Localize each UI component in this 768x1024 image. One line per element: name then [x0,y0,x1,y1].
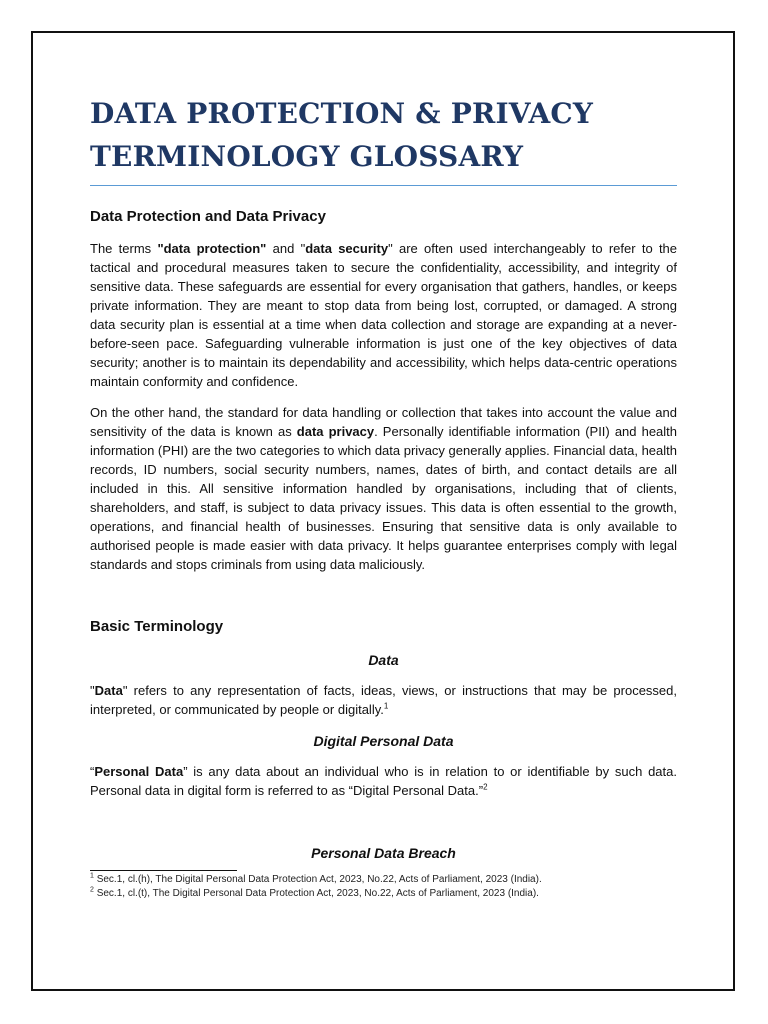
text-run: The terms [90,241,158,256]
bold-term-data-protection: "data protection" [157,241,267,256]
footnote-separator [90,870,237,871]
footnote-text: Sec.1, cl.(t), The Digital Personal Data Protection Act, 2023, No.22, Acts of Parliament, 2023 (India). [96,888,539,899]
text-run: and " [266,241,306,256]
footnote-ref-2[interactable]: 2 [483,782,488,792]
document-body [90,92,677,901]
footnote-number: 1 [90,872,94,880]
term-heading-digital-personal-data: Digital Personal Data [313,733,454,749]
bold-term-data-privacy: data privacy [296,424,375,439]
footnote-ref-1[interactable]: 1 [383,701,389,711]
definition-personal-data [90,762,677,800]
definition-data [90,681,677,719]
bold-term-personal-data: Personal Data [94,764,184,779]
footnotes [90,873,677,901]
text-run: ” is any data about an individual who is in relation to or identifiable by such data. Personal data in digital form is referred to as “Digital Personal Data.” [90,764,677,798]
title-line-1: DATA PROTECTION & PRIVACY [90,97,594,130]
text-run: " are often used interchangeably to refer to the tactical and procedural measures taken to secure the confidentiality, accessibility, and integrity of sensitive data. These safeguards are essential for every organisation that gathers, handles, or keeps private information. They are meant to stop data from being lost, corrupted, or damaged. A strong data security plan is essential at a time when data collection and storage are expanding at a never-before-seen pace. Safeguarding vulnerable information is just one of the key objectives of data security; another is to maintain its dependability and accessibility, which helps data-centric operations maintain conformity and confidence. [90,241,678,389]
footnote-number: 2 [90,886,94,894]
text-run: “ [90,764,95,779]
paragraph-data-privacy [90,403,677,574]
title-line-2: TERMINOLOGY GLOSSARY [90,140,524,173]
bold-term-data: Data [94,683,123,698]
document-title [90,92,677,178]
footnote-1 [90,873,677,887]
paragraph-data-protection [90,239,677,391]
text-run: " refers to any representation of facts, ideas, views, or instructions that may be processed, interpreted, or communicated by people or digitally. [90,683,677,717]
bold-term-data-security: data security [305,241,389,256]
text-run: On the other hand, the standard for data handling or collection that takes into account the value and sensitivity of the data is known as [90,405,677,439]
text-run: . Personally identifiable information (PII) and health information (PHI) are the two categories to which data privacy generally applies. Financial data, health records, ID numbers, social security numbers, names, dates of birth, and contact details are all included in this. All sensitive information handled by organisations, including that of clients, shareholders, and staff, is subject to data privacy issues. This data is often essential to the growth, operations, and financial health of businesses. Ensuring that sensitive data is only available to authorised people is made easier with data privacy. It helps guarantee enterprises comply with legal standards and stops criminals from using data maliciously. [90,424,678,572]
text-run: " [90,683,95,698]
title-divider [90,185,677,186]
section-heading-data-protection: Data Protection and Data Privacy [90,208,326,225]
term-heading-personal-data-breach: Personal Data Breach [311,845,456,861]
footnote-2 [90,887,677,901]
term-heading-data: Data [368,652,399,668]
section-heading-basic-terminology: Basic Terminology [90,618,224,635]
footnote-text: Sec.1, cl.(h), The Digital Personal Data Protection Act, 2023, No.22, Acts of Parliament, 2023 (India). [96,874,542,885]
